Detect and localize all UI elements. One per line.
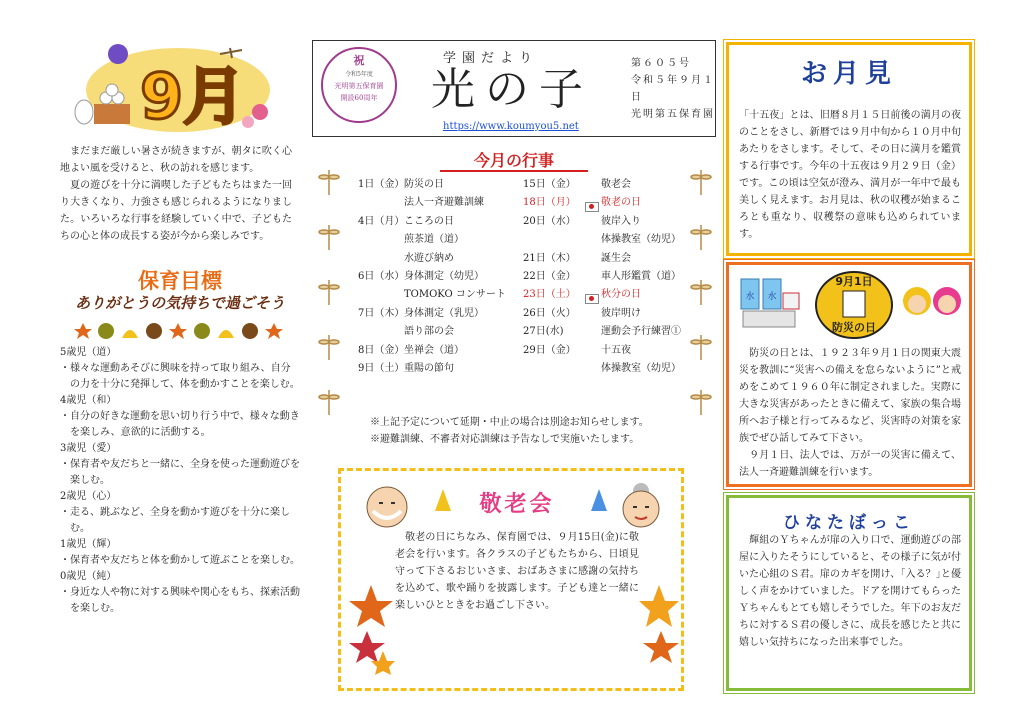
bosai-text bbox=[739, 345, 961, 481]
tsukimi-text: 「十五夜」とは、旧暦８月１５日前後の満月の夜のことをさし、新暦では９月中旬から１０月中旬あたりをさします。そして、その日に満月を鑑賞する行事です。今年の十五夜は９月２９日（金）です。この頃は空気が澄み、満月が一年中で最も美しく見えます。お月見は、秋の収穫が始まるころとも重なり、収穫祭の意味も込められています。 bbox=[739, 110, 961, 240]
hinata-text: 輝組のＹちゃんが扉の入り口で、運動遊びの部屋に入りたそうにしていると、その様子に気が付いた心組のＳ君。扉のカギを開け、｢入る？｣と優しく声をかけていました。ドアを開けてもらったＹちゃんもとても嬉しそうでした。年下のお友だちに対するＳ君の優しさに、成長を感じたと共に嬉しい気持ちになった出来事でした。 bbox=[739, 535, 961, 648]
event-date: 7日（木） bbox=[358, 307, 405, 319]
goal-subtitle: ありがとうの気持ちで過ごそう bbox=[75, 294, 285, 312]
maple-leaves-icon bbox=[345, 581, 397, 681]
event-date: 8日（金） bbox=[358, 344, 405, 356]
event-name: 体操教室（幼児） bbox=[601, 234, 681, 246]
japan-flag-icon bbox=[585, 294, 599, 304]
events-notes bbox=[370, 414, 700, 448]
keirokai-title: 敬老会 bbox=[479, 492, 555, 517]
event-name: 水遊び納め bbox=[404, 252, 454, 264]
issue-date: 令和５年９月１日 bbox=[631, 75, 715, 103]
events-title-underline bbox=[440, 170, 588, 172]
event-date: 9日（土） bbox=[358, 363, 405, 374]
bosai-paragraph: 防災の日とは、１９２３年９月１日の関東大震災を教訓に“災害への備えを怠らないように”と戒めをこめて１９６０年に制定されました。実際に大きな災害があったときに備えて、家族の集合場所へお子様と行ってみるなど、災害時の対策を家族でぜひ話してみて下さい。 bbox=[739, 348, 961, 444]
maple-leaves-icon bbox=[635, 581, 683, 681]
dragonfly-icon bbox=[318, 165, 340, 425]
intro-text bbox=[60, 143, 292, 245]
bosai-box bbox=[726, 262, 972, 487]
events-title: 今月の行事 bbox=[473, 151, 554, 170]
event-date: 4日（月） bbox=[358, 215, 405, 227]
event-name: 彼岸明け bbox=[601, 307, 641, 319]
event-name: 身体測定（幼児） bbox=[404, 271, 484, 282]
tsukimi-box bbox=[726, 42, 972, 256]
seal-line: 開設60周年 bbox=[340, 94, 378, 102]
event-date: 15日（金） bbox=[523, 179, 576, 190]
age-goal: ・保育者や友だちと一緒に、全身を使った運動遊びを楽しむ。 bbox=[60, 459, 300, 486]
event-name: TOMOKO コンサート bbox=[404, 289, 506, 301]
newsletter-title: 光の子 bbox=[431, 64, 593, 115]
event-date: 26日（火） bbox=[523, 307, 576, 319]
age-heading: 0歳児（純） bbox=[60, 571, 117, 582]
water-label: 水 bbox=[745, 292, 755, 302]
event-name: こころの日 bbox=[404, 215, 454, 227]
note: ※上記予定について延期・中止の場合は別途お知らせします。 bbox=[370, 417, 649, 428]
event-name: 敬老の日 bbox=[601, 197, 641, 209]
event-date: 6日（水） bbox=[358, 271, 405, 282]
japan-flag-icon bbox=[585, 202, 599, 212]
event-name: 体操教室（幼児） bbox=[601, 363, 681, 374]
emergency-supplies-icon bbox=[737, 271, 803, 333]
masthead bbox=[312, 40, 716, 137]
hinata-title: ひなたぼっこ bbox=[783, 513, 915, 533]
event-date: 23日（土） bbox=[523, 289, 576, 301]
month-hero-illustration bbox=[70, 30, 280, 135]
age-heading: 2歳児（心） bbox=[60, 491, 117, 502]
bosai-paragraph: ９月１日、法人では、万が一の災害に備えて、法人一斉避難訓練を行います。 bbox=[739, 450, 961, 478]
event-date: 27日(水) bbox=[523, 326, 564, 338]
age-heading: 3歳児（愛） bbox=[60, 443, 117, 454]
age-goal: ・走る、跳ぶなど、全身を動かす遊びを十分に楽しむ。 bbox=[60, 507, 290, 534]
issue-info bbox=[631, 55, 715, 123]
event-row bbox=[523, 194, 641, 211]
note: ※避難訓練、不審者対応訓練は予告なしで実施いたします。 bbox=[370, 434, 640, 445]
anniversary-seal bbox=[321, 47, 397, 123]
issue-number: 第６０５号 bbox=[631, 58, 691, 69]
seal-top: 祝 bbox=[353, 54, 365, 67]
age-goal: ・様々な運動あそびに興味を持って取り組み、自分の力を十分に発揮して、体を動かすことを楽しむ。 bbox=[60, 363, 300, 390]
event-name: 運動会予行練習① bbox=[601, 326, 681, 338]
event-date: 21日（木） bbox=[523, 252, 576, 264]
event-name: 秋分の日 bbox=[601, 289, 641, 301]
pampas-grass-icon bbox=[690, 165, 712, 425]
event-name: 煎茶道（道） bbox=[404, 234, 464, 246]
age-heading: 4歳児（和） bbox=[60, 395, 117, 406]
age-goal: ・保育者や友だちと体を動かして遊ぶことを楽しむ。 bbox=[60, 555, 300, 566]
event-name: 防災の日 bbox=[404, 179, 444, 190]
event-name: 重陽の節句 bbox=[404, 363, 454, 374]
age-goals-list bbox=[60, 345, 300, 617]
event-name: 車人形鑑賞（道） bbox=[601, 271, 681, 282]
event-date: 22日（金） bbox=[523, 271, 576, 282]
event-name: 彼岸入り bbox=[601, 215, 641, 227]
age-goal: ・自分の好きな運動を思い切り行う中で、様々な動きを楽しみ、意欲的に活動する。 bbox=[60, 411, 300, 438]
event-name: 坐禅会（道） bbox=[404, 344, 464, 356]
event-name: 法人一斉避難訓練 bbox=[404, 197, 484, 209]
water-label: 水 bbox=[767, 292, 777, 302]
children-hoods-icon bbox=[901, 277, 963, 327]
autumn-leaf-row-icon bbox=[74, 322, 294, 340]
hinata-box bbox=[726, 495, 972, 691]
event-name: 身体測定（乳児） bbox=[404, 307, 484, 319]
age-heading: 5歳児（道） bbox=[60, 347, 117, 358]
badge-date: 9月1日 bbox=[835, 275, 873, 288]
disaster-day-badge-icon bbox=[813, 269, 895, 341]
seal-line: 光明第五保育園 bbox=[334, 82, 384, 90]
event-row bbox=[523, 286, 641, 303]
grandfather-icon bbox=[363, 481, 411, 533]
event-date: 29日（金） bbox=[523, 344, 576, 356]
intro-paragraph: 夏の遊びを十分に満喫した子どもたちはまた一回り大きくなり、力強さも感じられるようになりました。いろいろな行事を経験していく中で、子どもたちの心と体の成長する姿が今から楽しみです。 bbox=[60, 180, 292, 242]
age-goal: ・身近な人や物に対する興味や関心をもち、探索活動を楽しむ。 bbox=[60, 587, 300, 614]
event-date: 18日（月） bbox=[523, 197, 576, 209]
intro-paragraph: まだまだ厳しい暑さが続きますが、朝タに吹く心地よい風を受けると、秋の訪れを感じます。 bbox=[60, 146, 292, 174]
keirokai-box bbox=[338, 468, 684, 691]
event-name: 敬老会 bbox=[601, 179, 631, 190]
tsukimi-title: お月見 bbox=[800, 59, 897, 89]
event-name: 誕生会 bbox=[601, 252, 631, 264]
masthead-kicker: 学園だより bbox=[443, 51, 539, 66]
event-name: 十五夜 bbox=[601, 344, 631, 356]
party-popper-icon bbox=[433, 487, 453, 513]
event-date: 20日（水） bbox=[523, 215, 576, 227]
website-link[interactable]: https://www.koumyou5.net bbox=[443, 121, 579, 132]
age-heading: 1歳児（輝） bbox=[60, 539, 117, 550]
grandmother-icon bbox=[617, 481, 665, 533]
event-date: 1日（金） bbox=[358, 179, 405, 190]
party-popper-icon bbox=[589, 487, 609, 513]
bellflower-icon bbox=[108, 44, 128, 64]
month-label: 9月 bbox=[140, 60, 246, 133]
cosmos-icon bbox=[252, 104, 268, 120]
event-name: 語り部の会 bbox=[404, 326, 454, 338]
seal-line: 令和5年度 bbox=[345, 71, 373, 78]
badge-label: 防災の日 bbox=[832, 321, 876, 334]
keirokai-text: 敬老の日にちなみ、保育園では、９月15日(金)に敬老会を行います。各クラスの子どもたちから、日頃見守って下さるおじいさま、おばあさまに感謝の気持ちを込めて、歌や踊りを披露します。子ども達と一緒に楽しいひとときをお過ごし下さい。 bbox=[395, 532, 639, 611]
publisher: 光明第五保育園 bbox=[631, 109, 715, 120]
goal-title: 保育目標 bbox=[138, 269, 222, 293]
